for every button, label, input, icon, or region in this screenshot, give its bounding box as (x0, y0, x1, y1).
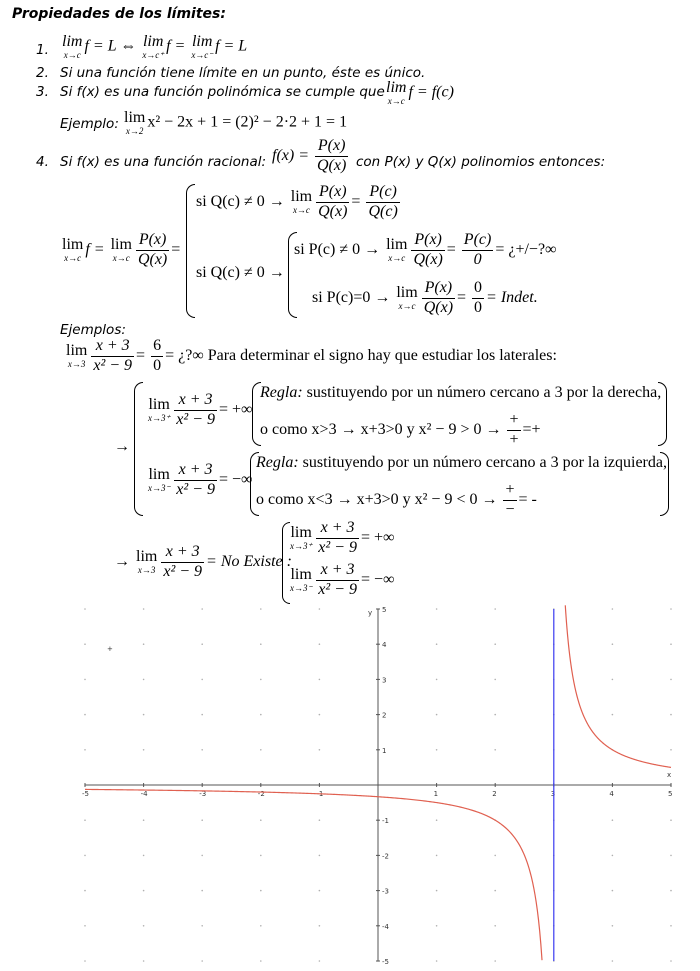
formula-text: Regla: (256, 454, 299, 471)
formula-text: o como x<3 → x+3>0 y x² − 9 < 0 → (256, 490, 498, 508)
numerator: x + 3 (174, 392, 217, 411)
denominator: x² − 9 (176, 480, 215, 498)
item-number-2: 2. (36, 65, 49, 81)
x-axis-label: x (667, 771, 672, 779)
grid-dot (494, 749, 496, 751)
lim-sub: x→3⁻ (290, 583, 313, 594)
example-limit (64, 338, 557, 375)
formula-text: = (171, 240, 181, 258)
denominator: Q(x) (317, 156, 347, 174)
grid-dot (436, 960, 438, 962)
y-tick-label: 5 (382, 606, 387, 614)
cases-brace (186, 184, 195, 318)
grid-dot (84, 608, 86, 610)
grid-dot (612, 608, 614, 610)
lim-word: lim (136, 548, 158, 566)
formula-text: f = L ⇔ (84, 37, 137, 55)
grid-dot (436, 679, 438, 681)
x-tick-label: 3 (550, 790, 556, 798)
grid-dot (436, 643, 438, 645)
grid-dot (494, 714, 496, 716)
grid-dot (670, 960, 672, 962)
grid-dot (612, 855, 614, 857)
lim-word: lim (62, 33, 83, 50)
formula-text: si P(c) ≠ 0 → (294, 240, 381, 258)
x-tick-label: -4 (140, 790, 148, 798)
x-tick-label: -5 (82, 790, 89, 798)
denominator: 0 (153, 356, 162, 374)
rational-function-formula (272, 138, 350, 175)
formula-text: = −∞ (360, 570, 395, 588)
arrow-1: → (114, 438, 130, 455)
formula-text: f = (166, 37, 186, 55)
grid-dot (670, 714, 672, 716)
grid-dot (319, 855, 321, 857)
lim-sub: x→c (398, 301, 416, 312)
formula-text: o como x>3 → x+3>0 y x² − 9 > 0 → (260, 420, 502, 438)
formula-text: Regla: (260, 384, 303, 401)
numerator: x + 3 (174, 462, 217, 481)
grid-dot (494, 643, 496, 645)
lim-word: lim (191, 33, 213, 50)
numerator: 6 (151, 338, 163, 357)
curve-left-branch (85, 789, 542, 960)
x-tick-label: 1 (433, 790, 439, 798)
grid-dot (436, 749, 438, 751)
x-tick-label: 5 (668, 790, 673, 798)
grid-dot (670, 679, 672, 681)
numerator: + (507, 412, 520, 431)
formula-text: = −∞ (218, 470, 253, 488)
grid-dot (84, 925, 86, 927)
formula-text: = Indet. (486, 288, 538, 306)
grid-dot (201, 714, 203, 716)
grid-dot (319, 679, 321, 681)
grid-dot (670, 855, 672, 857)
grid-dot (612, 960, 614, 962)
formula-text: = (457, 288, 467, 306)
grid-dot (319, 749, 321, 751)
grid-dot (436, 925, 438, 927)
case-2a (294, 232, 556, 269)
lim-word: lim (290, 188, 313, 206)
grid-dot (201, 608, 203, 610)
grid-dot (143, 643, 145, 645)
grid-dot (143, 608, 145, 610)
grid-dot (670, 749, 672, 751)
numerator: P(c) (462, 232, 494, 251)
curve-right-branch (565, 605, 671, 767)
formula-text: x² − 2x + 1 = (2)² − 2·2 + 1 = 1 (147, 113, 348, 131)
grid-dot (260, 890, 262, 892)
y-tick-label: 2 (382, 711, 387, 720)
grid-dot (84, 855, 86, 857)
grid-dot (84, 960, 86, 962)
grid-dot (201, 855, 203, 857)
y-tick-label: 1 (382, 746, 387, 755)
right-lateral-limit (146, 392, 252, 429)
grid-dot (260, 643, 262, 645)
lim-sub: x→3 (137, 565, 156, 576)
case-2b (312, 280, 538, 317)
denominator: x² − 9 (93, 356, 133, 374)
right-rule-line-2 (260, 412, 541, 449)
formula-text: = +∞ (360, 528, 395, 546)
grid-dot (84, 714, 86, 716)
grid-dot (143, 679, 145, 681)
formula-text: si P(c)=0 → (312, 288, 391, 306)
grid-dot (494, 925, 496, 927)
lim-sub: x→c⁻ (191, 50, 214, 60)
grid-dot (201, 960, 203, 962)
grid-dot (84, 890, 86, 892)
numerator: P(x) (422, 280, 455, 299)
formula-text: = No Existe : (206, 552, 292, 570)
numerator: P(x) (315, 138, 348, 157)
page-title: Propiedades de los límites: (12, 6, 226, 22)
denominator: Q(x) (318, 202, 348, 220)
grid-dot (670, 608, 672, 610)
lim-sub: x→3⁻ (148, 483, 171, 494)
property-4-text: Si f(x) es una función racional: (60, 154, 267, 170)
grid-dot (436, 855, 438, 857)
property-3-text: Si f(x) es una función polinómica se cumple que (60, 84, 385, 100)
lim-sub: x→c (388, 253, 406, 264)
denominator: + (509, 430, 519, 448)
grid-dot (143, 749, 145, 751)
example-1-formula (122, 110, 347, 136)
grid-dot (436, 890, 438, 892)
denominator: x² − 9 (318, 580, 357, 598)
lim-word: lim (386, 79, 407, 96)
grid-dot (494, 679, 496, 681)
grid-dot (84, 819, 86, 821)
denominator: Q(x) (137, 250, 168, 268)
lim-word: lim (66, 342, 88, 360)
grid-dot (436, 714, 438, 716)
formula-text: = (351, 192, 361, 210)
y-axis-label: y (368, 609, 373, 617)
grid-dot (670, 643, 672, 645)
denominator: Q(x) (413, 250, 443, 268)
formula-text: Para determinar el signo hay que estudiar los laterales: (207, 346, 557, 364)
grid-dot (319, 960, 321, 962)
grid-dot (260, 819, 262, 821)
lim-sub: x→c (63, 50, 81, 60)
numerator: P(c) (366, 184, 399, 203)
formula-text: sustituyendo por un número cercano a 3 por la derecha, (306, 384, 662, 401)
grid-dot (143, 714, 145, 716)
formula-text: sustituyendo por un número cercano a 3 por la izquierda, (302, 454, 667, 471)
rational-limit-lhs (60, 232, 180, 269)
grid-dot (494, 608, 496, 610)
x-tick-label: -1 (316, 790, 324, 798)
lim-sub: x→c (387, 96, 405, 106)
lim-word: lim (148, 396, 170, 414)
grid-dot (260, 714, 262, 716)
grid-dot (670, 925, 672, 927)
lim-sub: x→c (292, 205, 310, 216)
y-tick-label: -3 (382, 887, 389, 896)
left-lateral-limit (146, 462, 252, 499)
case-1 (196, 184, 402, 221)
formula-text: → (114, 552, 130, 570)
grid-dot (612, 925, 614, 927)
formula-text: = (136, 346, 146, 364)
grid-dot (201, 643, 203, 645)
numerator: x + 3 (316, 520, 359, 539)
y-tick-label: 3 (382, 676, 387, 685)
lim-sub: x→3⁺ (290, 541, 313, 552)
grid-dot (84, 749, 86, 751)
x-tick-label: -2 (257, 790, 265, 798)
lim-word: lim (290, 566, 312, 584)
lim-word: lim (62, 236, 84, 254)
item-number-1: 1. (36, 42, 49, 58)
denominator: x² − 9 (176, 410, 215, 428)
grid-dot (436, 819, 438, 821)
denominator: x² − 9 (163, 562, 203, 580)
lim-sub: x→2 (125, 126, 144, 136)
grid-dot (201, 925, 203, 927)
grid-dot (319, 819, 321, 821)
numerator: 0 (472, 280, 484, 299)
denominator: x² − 9 (318, 538, 357, 556)
grid-dot (260, 679, 262, 681)
x-tick-label: -3 (199, 790, 207, 798)
lim-word: lim (110, 236, 132, 254)
formula-text: f(x) = (272, 146, 309, 164)
conclusion (114, 544, 292, 581)
formula-text: f = L (215, 37, 248, 55)
example-label: Ejemplo: (60, 116, 119, 132)
left-rule-line-1 (256, 454, 667, 472)
x-tick-label: 2 (492, 790, 497, 798)
grid-dot (201, 890, 203, 892)
grid-dot (260, 749, 262, 751)
numerator: + (503, 482, 516, 501)
numerator: P(x) (136, 232, 169, 251)
grid-dot (670, 890, 672, 892)
x-tick-label: 4 (609, 790, 614, 798)
y-tick-label: -4 (382, 922, 389, 931)
grid-dot (143, 855, 145, 857)
numerator: x + 3 (316, 562, 359, 581)
formula-text: = ¿?∞ (165, 346, 204, 364)
y-tick-label: -1 (382, 817, 389, 826)
lim-sub: x→3 (67, 359, 86, 370)
grid-dot (260, 855, 262, 857)
grid-dot (260, 960, 262, 962)
grid-dot (319, 925, 321, 927)
formula-text: = (446, 240, 456, 258)
denominator: Q(c) (368, 202, 398, 220)
grid-dot (612, 643, 614, 645)
grid-dot (436, 608, 438, 610)
laterals-brace (134, 382, 143, 516)
property-2-text: Si una función tiene límite en un punto, éste es único. (60, 65, 426, 81)
right-rule-line-1 (260, 384, 661, 402)
property-4-tail: con P(x) y Q(x) polinomios entonces: (356, 154, 606, 170)
y-tick-label: -5 (382, 958, 389, 966)
property-1-formula (60, 34, 247, 60)
formula-text: =+ (522, 420, 541, 438)
lim-sub: x→c (64, 253, 82, 264)
denominator: − (505, 500, 515, 518)
formula-text: = ¿+/−?∞ (495, 240, 557, 258)
grid-dot (319, 714, 321, 716)
y-tick-label: -2 (382, 852, 389, 861)
lim-word: lim (148, 466, 170, 484)
lim-word: lim (396, 284, 418, 302)
grid-dot (319, 643, 321, 645)
lim-sub: x→3⁺ (148, 413, 171, 424)
formula-text: f = (85, 240, 105, 258)
lim-word: lim (386, 236, 408, 254)
grid-dot (612, 714, 614, 716)
graph-svg (80, 604, 680, 966)
grid-dot (319, 890, 321, 892)
conclusion-left (288, 562, 394, 599)
property-3-formula (384, 80, 454, 106)
left-rule-line-2 (256, 482, 537, 519)
case-2: si Q(c) ≠ 0 → (196, 264, 285, 281)
function-graph (80, 604, 680, 966)
grid-dot (143, 960, 145, 962)
grid-dot (494, 855, 496, 857)
grid-dot (201, 819, 203, 821)
numerator: x + 3 (91, 338, 134, 357)
lim-sub: x→c (112, 253, 130, 264)
grid-dot (260, 608, 262, 610)
denominator: 0 (473, 250, 482, 268)
grid-dot (612, 890, 614, 892)
numerator: x + 3 (161, 544, 204, 563)
lim-word: lim (290, 524, 312, 542)
item-number-3: 3. (36, 84, 49, 100)
formula-text: f = f(c) (408, 83, 454, 101)
formula-text: = +∞ (218, 400, 253, 418)
numerator: P(x) (411, 232, 444, 251)
formula-text: si Q(c) ≠ 0 → (196, 192, 285, 210)
grid-dot (201, 749, 203, 751)
grid-dot (612, 819, 614, 821)
lim-word: lim (142, 33, 164, 50)
y-tick-label: 4 (382, 641, 387, 650)
grid-dot (143, 819, 145, 821)
grid-dot (670, 819, 672, 821)
lim-sub: x→c⁺ (142, 50, 165, 60)
grid-dot (84, 679, 86, 681)
grid-dot (494, 890, 496, 892)
grid-dot (319, 608, 321, 610)
grid-dot (84, 643, 86, 645)
examples-label: Ejemplos: (60, 322, 126, 338)
grid-dot (612, 679, 614, 681)
grid-dot (143, 890, 145, 892)
formula-text: = - (518, 490, 537, 508)
conclusion-right (288, 520, 394, 557)
grid-dot (260, 925, 262, 927)
numerator: P(x) (316, 184, 349, 203)
denominator: 0 (474, 298, 483, 316)
plus-marker: + (107, 645, 113, 653)
grid-dot (143, 925, 145, 927)
grid-dot (201, 679, 203, 681)
grid-dot (494, 960, 496, 962)
lim-word: lim (124, 109, 146, 126)
item-number-4: 4. (36, 154, 49, 170)
denominator: Q(x) (423, 298, 454, 316)
